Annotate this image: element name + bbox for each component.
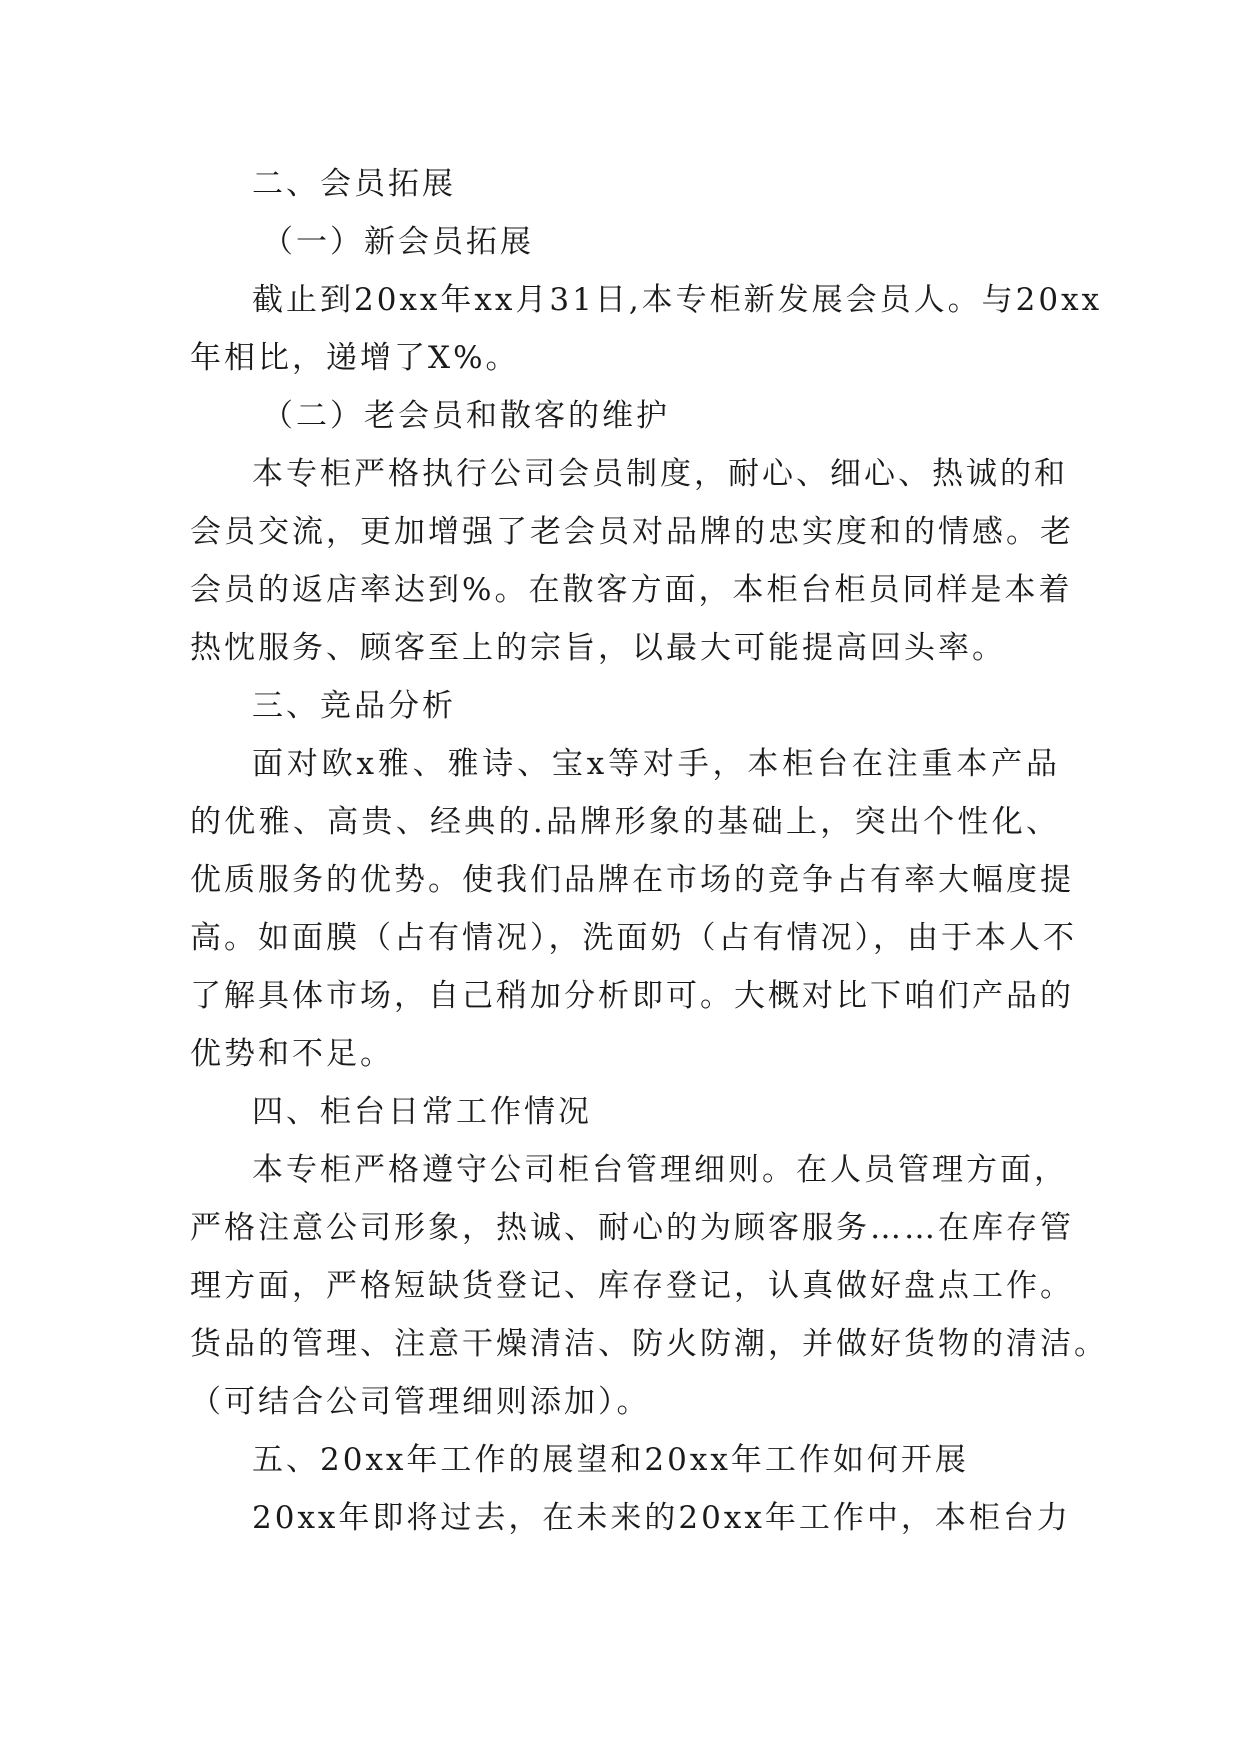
paragraph-line: 理方面，严格短缺货登记、库存登记，认真做好盘点工作。: [190, 1268, 1074, 1304]
section-heading: 五、20xx年工作的展望和20xx年工作如何开展: [252, 1442, 969, 1478]
paragraph-line: 高。如面膜（占有情况），洗面奶（占有情况），由于本人不: [190, 920, 1077, 956]
paragraph-line: 截止到20xx年xx月31日,本专柜新发展会员人。与20xx: [252, 282, 1103, 318]
paragraph-line: 本专柜严格遵守公司柜台管理细则。在人员管理方面，: [252, 1152, 1068, 1188]
document-page: [190, 155, 1108, 1547]
section-heading: 二、会员拓展: [252, 166, 456, 202]
paragraph-line: 了解具体市场，自己稍加分析即可。大概对比下咱们产品的: [190, 978, 1074, 1014]
paragraph-line: 优势和不足。: [190, 1036, 394, 1072]
subsection-heading: （一）新会员拓展: [262, 224, 534, 260]
section-heading: 三、竞品分析: [252, 688, 456, 724]
paragraph-line: 热忱服务、顾客至上的宗旨，以最大可能提高回头率。: [190, 630, 1006, 666]
paragraph-line: 的优雅、高贵、经典的.品牌形象的基础上，突出个性化、: [190, 804, 1060, 840]
paragraph-line: 货品的管理、注意干燥清洁、防火防潮，并做好货物的清洁。: [190, 1326, 1108, 1362]
paragraph-line: 面对欧x雅、雅诗、宝x等对手，本柜台在注重本产品: [252, 746, 1060, 782]
paragraph-line: 年相比，递增了X%。: [190, 340, 520, 376]
section-heading: 四、柜台日常工作情况: [252, 1094, 592, 1130]
paragraph-line: 会员的返店率达到%。在散客方面，本柜台柜员同样是本着: [190, 572, 1073, 608]
subsection-heading: （二）老会员和散客的维护: [262, 398, 670, 434]
paragraph-line: 20xx年即将过去，在未来的20xx年工作中，本柜台力: [252, 1500, 1071, 1536]
paragraph-line: （可结合公司管理细则添加）。: [190, 1384, 651, 1420]
paragraph-line: 优质服务的优势。使我们品牌在市场的竞争占有率大幅度提: [190, 862, 1074, 898]
paragraph-line: 会员交流，更加增强了老会员对品牌的忠实度和的情感。老: [190, 514, 1074, 550]
paragraph-line: 本专柜严格执行公司会员制度，耐心、细心、热诚的和: [252, 456, 1068, 492]
paragraph-line: 严格注意公司形象，热诚、耐心的为顾客服务……在库存管: [190, 1210, 1074, 1246]
